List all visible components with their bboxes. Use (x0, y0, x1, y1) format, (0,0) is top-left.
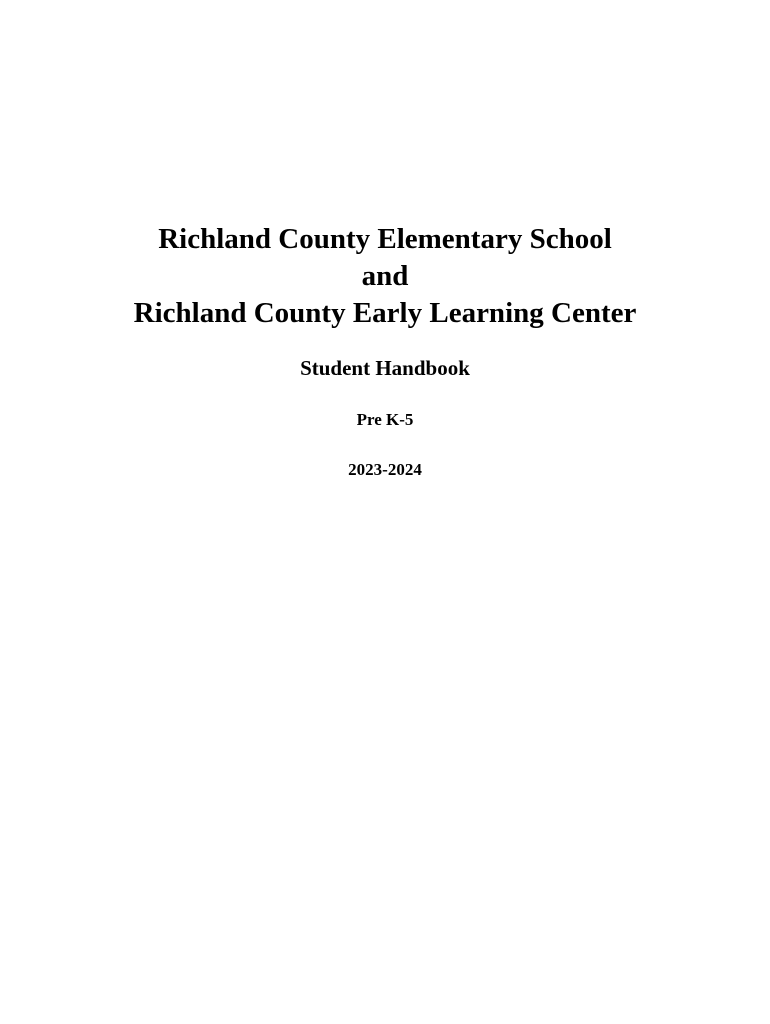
grade-range-label: Pre K-5 (356, 410, 414, 429)
title-line-conjunction: and (361, 260, 409, 292)
title-line-early-learning-center: Richland County Early Learning Center (133, 297, 637, 329)
document-type-heading: Student Handbook (300, 356, 470, 380)
school-year-label: 2023-2024 (348, 460, 422, 479)
title-line-elementary-school: Richland County Elementary School (158, 223, 612, 255)
school-title-block (0, 221, 770, 332)
